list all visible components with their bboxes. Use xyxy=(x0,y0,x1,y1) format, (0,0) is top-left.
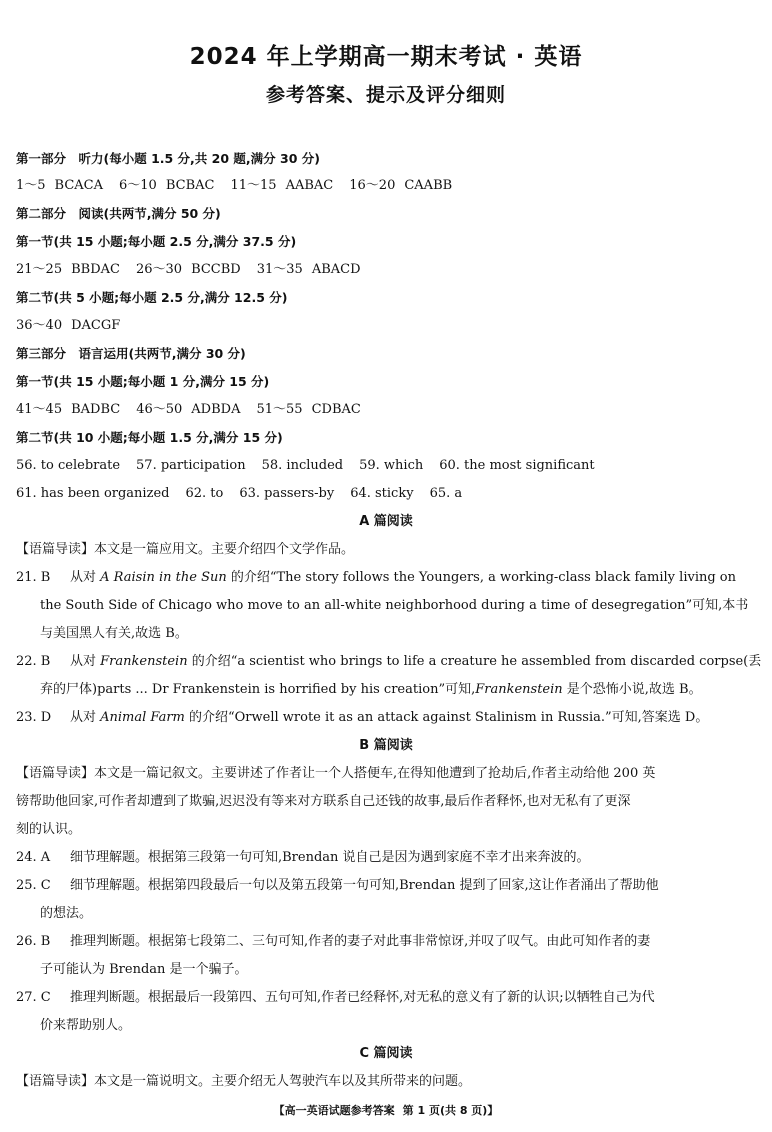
answer-letters: CAABB xyxy=(404,178,453,193)
fill-answer: 58. included xyxy=(261,458,344,473)
part3-section1-heading: 第一节(共 15 小题;每小题 1 分,满分 15 分) xyxy=(16,374,270,389)
section-a-guide: 【语篇导读】本文是一篇应用文。主要介绍四个文学作品。 xyxy=(16,542,355,557)
answer-text: 的介绍“a scientist who brings to life a creature he assembled from discarded corpse(丢 xyxy=(187,654,762,669)
fill-answer: 65. a xyxy=(429,486,463,501)
fill-answer: 56. to celebrate xyxy=(16,458,121,473)
answer-letters: DACGF xyxy=(71,318,121,333)
answer-letters: ABACD xyxy=(311,262,361,277)
fill-answer: 63. passers-by xyxy=(239,486,335,501)
part3-section1-answers xyxy=(16,400,764,420)
answer-range: 16～20 xyxy=(349,178,396,193)
book-title: Frankenstein xyxy=(475,682,563,697)
question-21 xyxy=(16,564,764,648)
answer-letters: BBDAC xyxy=(71,262,120,277)
answer-letters: ADBDA xyxy=(191,402,241,417)
answer-range: 21～25 xyxy=(16,262,63,277)
answer-text: 的想法。 xyxy=(40,906,93,921)
answer-letters: AABAC xyxy=(285,178,334,193)
part2-section2-heading: 第二节(共 5 小题;每小题 2.5 分,满分 12.5 分) xyxy=(16,290,288,305)
guide-line: 镑帮助他回家,可作者却遭到了欺骗,迟迟没有等来对方联系自己还钱的故事,最后作者释怀,也对无私有了更深 xyxy=(16,794,631,809)
book-title: Frankenstein xyxy=(100,654,188,669)
answer-text: 弃的尸体)parts ... Dr Frankenstein is horrified by his creation”可知, xyxy=(40,682,476,697)
page-number: 第 1 页(共 8 页)】 xyxy=(402,1104,499,1117)
answer-range: 46～50 xyxy=(136,402,183,417)
fill-answers-row1 xyxy=(16,456,764,476)
part2-heading: 第二部分 阅读(共两节,满分 50 分) xyxy=(16,206,221,221)
answer-letters: CDBAC xyxy=(311,402,361,417)
fill-answer: 62. to xyxy=(185,486,224,501)
answer-text: 的介绍“Orwell wrote it as an attack against Stalinism in Russia.”可知,答案选 D。 xyxy=(184,710,709,725)
answer-range: 41～45 xyxy=(16,402,63,417)
answer-text: 从对 xyxy=(70,570,101,585)
question-number: 22. B xyxy=(16,654,51,669)
part2-section2-answers xyxy=(16,316,764,336)
section-b-guide xyxy=(16,760,764,844)
answer-letters: BCACA xyxy=(54,178,104,193)
answer-range: 36～40 xyxy=(16,318,63,333)
book-title: A Raisin in the Sun xyxy=(100,570,227,585)
answer-text: 从对 xyxy=(70,654,101,669)
answer-text: 推理判断题。根据最后一段第四、五句可知,作者已经释怀,对无私的意义有了新的认识;以牺牲自己为代 xyxy=(70,990,655,1005)
part3-section2-heading: 第二节(共 10 小题;每小题 1.5 分,满分 15 分) xyxy=(16,430,283,445)
question-23 xyxy=(16,704,764,732)
answer-text: 细节理解题。根据第四段最后一句以及第五段第一句可知,Brendan 提到了回家,这让作者涌出了帮助他 xyxy=(70,878,659,893)
book-title: Animal Farm xyxy=(100,710,185,725)
answer-letters: BCBAC xyxy=(165,178,215,193)
question-number: 21. B xyxy=(16,570,51,585)
answer-text: 从对 xyxy=(70,710,101,725)
part2-section1-heading: 第一节(共 15 小题;每小题 2.5 分,满分 37.5 分) xyxy=(16,234,297,249)
question-27 xyxy=(16,984,764,1040)
part1-answers xyxy=(16,176,764,196)
question-number: 25. C xyxy=(16,878,51,893)
question-number: 23. D xyxy=(16,710,52,725)
fill-answers-row2 xyxy=(16,484,764,504)
guide-line: 刻的认识。 xyxy=(16,822,82,837)
answer-text: 细节理解题。根据第三段第一句可知,Brendan 说自己是因为遇到家庭不幸才出来奔波的。 xyxy=(70,850,590,865)
answer-range: 11～15 xyxy=(230,178,277,193)
answer-text: the South Side of Chicago who move to an all-white neighborhood during a time of desegregation”可知,本书 xyxy=(40,598,749,613)
section-b-heading: B 篇阅读 xyxy=(359,738,413,753)
answer-range: 1～5 xyxy=(16,178,46,193)
question-25 xyxy=(16,872,764,928)
fill-answer: 60. the most significant xyxy=(439,458,595,473)
question-24 xyxy=(16,844,764,872)
guide-line: 【语篇导读】本文是一篇记叙文。主要讲述了作者让一个人搭便车,在得知他遭到了抢劫后,作者主动给他 200 英 xyxy=(16,766,656,781)
answer-range: 6～10 xyxy=(119,178,157,193)
answer-range: 26～30 xyxy=(135,262,183,277)
question-number: 24. A xyxy=(16,850,51,865)
page-title: 2024 年上学期高一期末考试 · 英语 xyxy=(189,44,583,70)
page-subtitle: 参考答案、提示及评分细则 xyxy=(265,84,506,106)
answer-text: 的介绍“The story follows the Youngers, a working-class black family living on xyxy=(226,570,737,585)
section-c-guide: 【语篇导读】本文是一篇说明文。主要介绍无人驾驶汽车以及其所带来的问题。 xyxy=(16,1074,472,1089)
footer-label: 【高一英语试题参考答案 xyxy=(273,1104,395,1117)
answer-letters: BCCBD xyxy=(191,262,241,277)
question-number: 26. B xyxy=(16,934,51,949)
fill-answer: 61. has been organized xyxy=(16,486,170,501)
part3-heading: 第三部分 语言运用(共两节,满分 30 分) xyxy=(16,346,246,361)
question-26 xyxy=(16,928,764,984)
section-c-heading: C 篇阅读 xyxy=(359,1046,413,1061)
page-footer xyxy=(0,1102,772,1118)
answer-text: 价来帮助别人。 xyxy=(40,1018,132,1033)
question-22 xyxy=(16,648,764,704)
answer-range: 51～55 xyxy=(256,402,303,417)
section-a-heading: A 篇阅读 xyxy=(359,514,413,529)
answer-text: 子可能认为 Brendan 是一个骗子。 xyxy=(40,962,248,977)
fill-answer: 64. sticky xyxy=(350,486,414,501)
part1-heading: 第一部分 听力(每小题 1.5 分,共 20 题,满分 30 分) xyxy=(16,151,320,166)
question-number: 27. C xyxy=(16,990,51,1005)
answer-text: 推理判断题。根据第七段第二、三句可知,作者的妻子对此事非常惊讶,并叹了叹气。由此可知作者的妻 xyxy=(70,934,651,949)
answer-text: 是个恐怖小说,故选 B。 xyxy=(562,682,702,697)
answer-text: 与美国黑人有关,故选 B。 xyxy=(40,626,188,641)
fill-answer: 59. which xyxy=(359,458,424,473)
fill-answer: 57. participation xyxy=(136,458,246,473)
part2-section1-answers xyxy=(16,260,764,280)
answer-range: 31～35 xyxy=(256,262,303,277)
answer-letters: BADBC xyxy=(71,402,121,417)
